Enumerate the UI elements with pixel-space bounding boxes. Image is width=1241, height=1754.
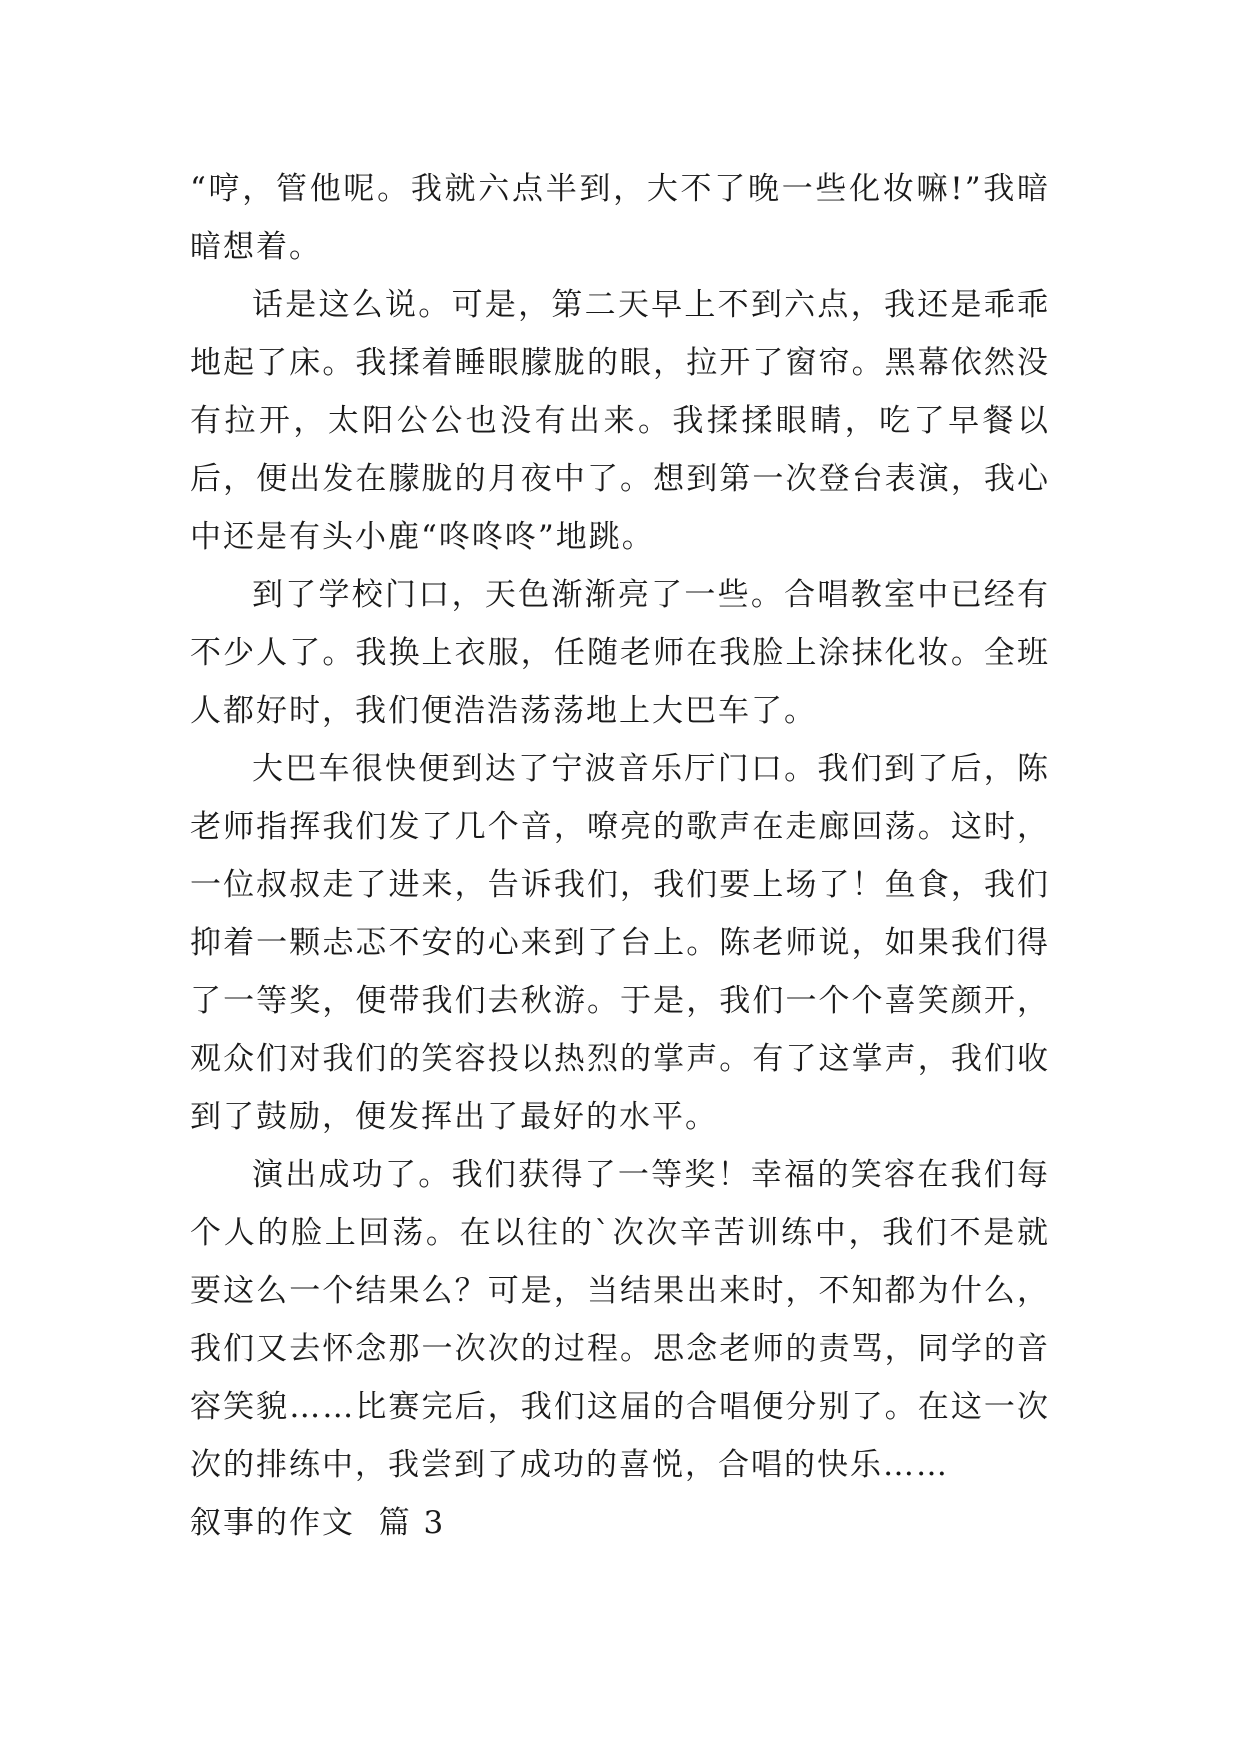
paragraph-3: 到了学校门口，天色渐渐亮了一些。合唱教室中已经有不少人了。我换上衣服，任随老师在我脸上涂抹化妆。全班人都好时，我们便浩浩荡荡地上大巴车了。: [190, 577, 1050, 729]
paragraph-1: “哼，管他呢。我就六点半到，大不了晚一些化妆嘛!”我暗暗想着。: [190, 171, 1050, 265]
paragraph-4: 大巴车很快便到达了宁波音乐厅门口。我们到了后，陈老师指挥我们发了几个音，嘹亮的歌声在走廊回荡。这时，一位叔叔走了进来，告诉我们，我们要上场了！鱼食，我们抑着一颗忐忑不安的心来到了台上。陈老师说，如果我们得了一等奖，便带我们去秋游。于是，我们一个个喜笑颜开，观众们对我们的笑容投以热烈的掌声。有了这掌声，我们收到了鼓励，便发挥出了最好的水平。: [190, 751, 1050, 1135]
paragraph-5: 演出成功了。我们获得了一等奖！幸福的笑容在我们每个人的脸上回荡。在以往的`次次辛苦训练中，我们不是就要这么一个结果么？可是，当结果出来时，不知都为什么，我们又去怀念那一次次的过程。思念老师的责骂，同学的音容笑貌……比赛完后，我们这届的合唱便分别了。在这一次次的排练中，我尝到了成功的喜悦，合唱的快乐……: [190, 1157, 1050, 1483]
section-heading: 叙事的作文 篇 3: [190, 1505, 446, 1541]
paragraph-2: 话是这么说。可是，第二天早上不到六点，我还是乖乖地起了床。我揉着睡眼朦胧的眼，拉开了窗帘。黑幕依然没有拉开，太阳公公也没有出来。我揉揉眼睛，吃了早餐以后，便出发在朦胧的月夜中了。想到第一次登台表演，我心中还是有头小鹿“咚咚咚”地跳。: [190, 287, 1050, 555]
document-body: [190, 160, 1050, 1552]
